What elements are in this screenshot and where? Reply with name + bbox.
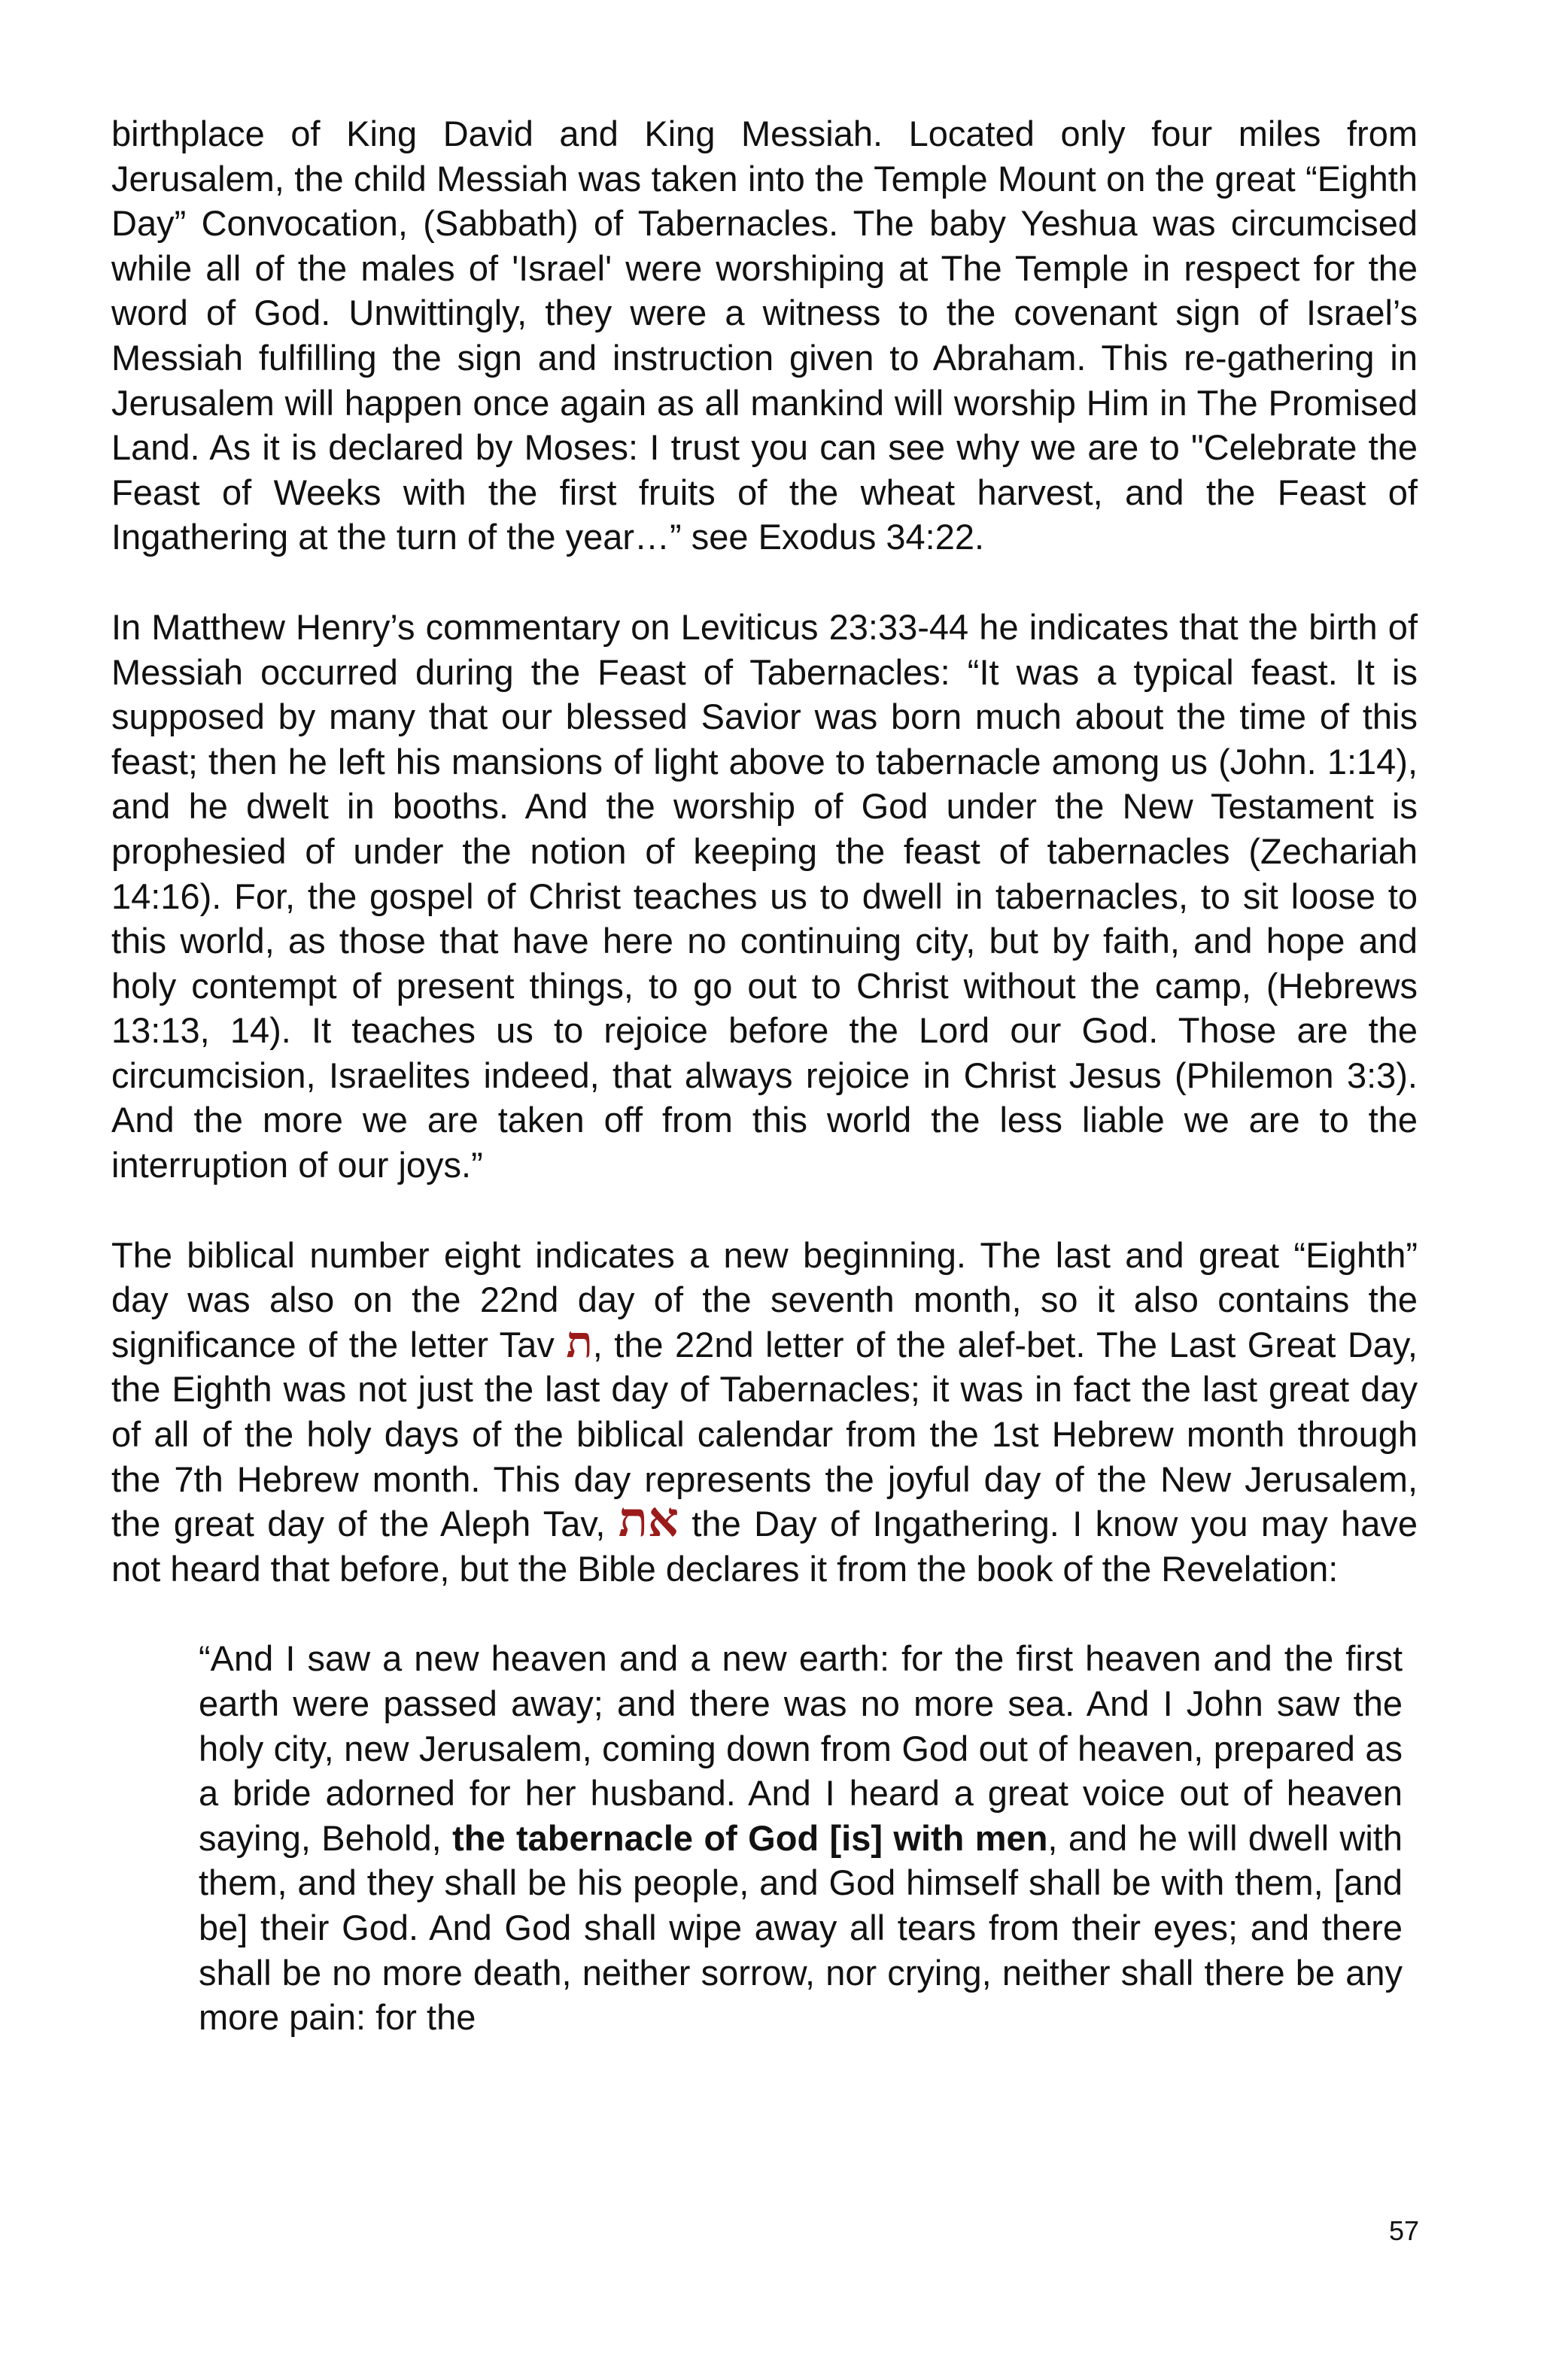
revelation-quote-text-1: “And I saw a new heaven and a new earth: for the first heaven and the first earth were passed away; and there was no more sea. And I John saw the holy city, new Jerusalem, coming down from God out of heaven, prepared as a bride adorned for her husband. And I heard a great voice out of heaven saying, Behold, — [199, 1638, 1403, 1858]
hebrew-alef-tav-letters: את — [618, 1492, 679, 1549]
paragraph-matthew-henry-commentary: In Matthew Henry’s commentary on Leviticus 23:33-44 he indicates that the birth of Messiah occurred during the Feast of Tabernacles: “It was a typical feast. It is supposed by many that our blessed Savior was born much about the time of this feast; then he left his mansions of light above to tabernacle among us (John. 1:14), and he dwelt in booths. And the worship of God under the New Testament is prophesied of under the notion of keeping the feast of tabernacles (Zechariah 14:16). For, the gospel of Christ teaches us to dwell in tabernacles, to sit loose to this world, as those that have here no continuing city, but by faith, and hope and holy contempt of present things, to go out to Christ without the camp, (Hebrews 13:13, 14). It teaches us to rejoice before the Lord our God. Those are the circumcision, Israelites indeed, that always rejoice in Christ Jesus (Philemon 3:3). And the more we are taken off from this world the less liable we are to the interruption of our joys.” — [111, 606, 1418, 1185]
paragraph-birthplace: birthplace of King David and King Messiah. Located only four miles from Jerusalem, the child Messiah was taken into the Temple Mount on the great “Eighth Day” Convocation, (Sabbath) of Tabernacles. The baby Yeshua was circumcised while all of the males of 'Israel' were worshiping at The Temple in respect for the word of God. Unwittingly, they were a witness to the covenant sign of Israel’s Messiah fulfilling the sign and instruction given to Abraham. This re-gathering in Jerusalem will happen once again as all mankind will worship Him in The Promised Land. As it is declared by Moses: I trust you can see why we are to "Celebrate the Feast of Weeks with the first fruits of the wheat harvest, and the Feast of Ingathering at the turn of the year…” see Exodus 34:22. — [111, 114, 1418, 557]
paragraph-eighth-day-text-1: The biblical number eight indicates a new beginning. The last and great “Eighth” day was also on the 22nd day of the seventh month, so it also contains the significance of the letter Tav — [111, 1234, 1418, 1365]
revelation-quote-text-2: , and he will dwell with them, and they shall be his people, and God himself shall be with them, [and be] their God. And God shall wipe away all tears from their eyes; and there shall be no more death, neither sorrow, nor crying, neither shall there be any more pain: for the — [199, 1817, 1403, 2038]
paragraph-eighth-day — [111, 1233, 1418, 1592]
revelation-quote-bold: the tabernacle of God [is] with men — [452, 1817, 1048, 1858]
paragraph-eighth-day-text-3: the Day of Ingathering. I know you may have not heard that before, but the Bible declares it from the book of the Revelation: — [111, 1504, 1418, 1589]
hebrew-tav-letter: ת — [566, 1316, 593, 1368]
page-content — [111, 111, 1418, 2040]
page-number: 57 — [1388, 2215, 1419, 2246]
paragraph-eighth-day-text-2: , the 22nd letter of the alef-bet. The Last Great Day, the Eighth was not just the last day of Tabernacles; it was in fact the last great day of all of the holy days of the biblical calendar from the 1st Hebrew month through the 7th Hebrew month. This day represents the joyful day of the New Jerusalem, the great day of the Aleph Tav, — [111, 1324, 1418, 1544]
revelation-quote — [199, 1636, 1403, 2039]
